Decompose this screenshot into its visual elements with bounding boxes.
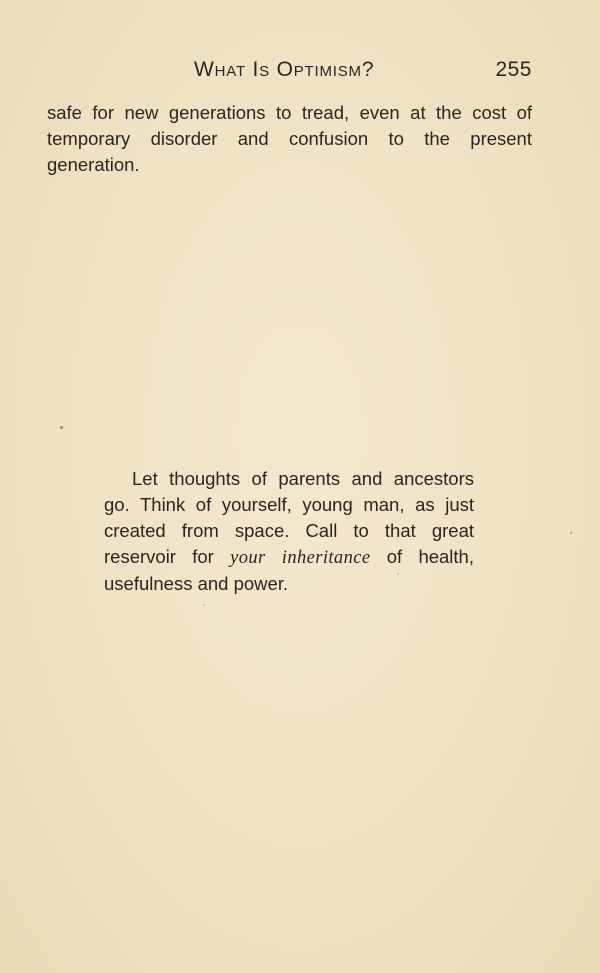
- quote-block: [104, 466, 474, 597]
- body-paragraph: [47, 100, 532, 178]
- quote-text: reservoir for: [104, 546, 231, 567]
- quote-line: Let thoughts of parents and ancestors: [132, 468, 474, 489]
- quote-text: of health,: [370, 546, 474, 567]
- paragraph-line: generation.: [47, 154, 140, 175]
- paper-speck: [60, 426, 63, 429]
- page-number: 255: [495, 58, 532, 81]
- quote-line: created from space. Call to that great: [104, 520, 474, 541]
- paper-speck: [203, 604, 205, 606]
- running-head: [40, 58, 532, 84]
- quote-line: usefulness and power.: [104, 573, 289, 594]
- quote-line: [104, 544, 474, 571]
- running-title: What Is Optimism?: [194, 58, 375, 81]
- paragraph-line: temporary disorder and confusion to the present: [47, 128, 532, 149]
- quote-italic-text: your inheritance: [230, 548, 371, 568]
- paper-speck: [397, 573, 399, 575]
- paragraph-line: safe for new generations to tread, even at the cost of: [47, 102, 532, 123]
- paper-speck: [570, 532, 572, 534]
- quote-line: go. Think of yourself, young man, as just: [104, 494, 474, 515]
